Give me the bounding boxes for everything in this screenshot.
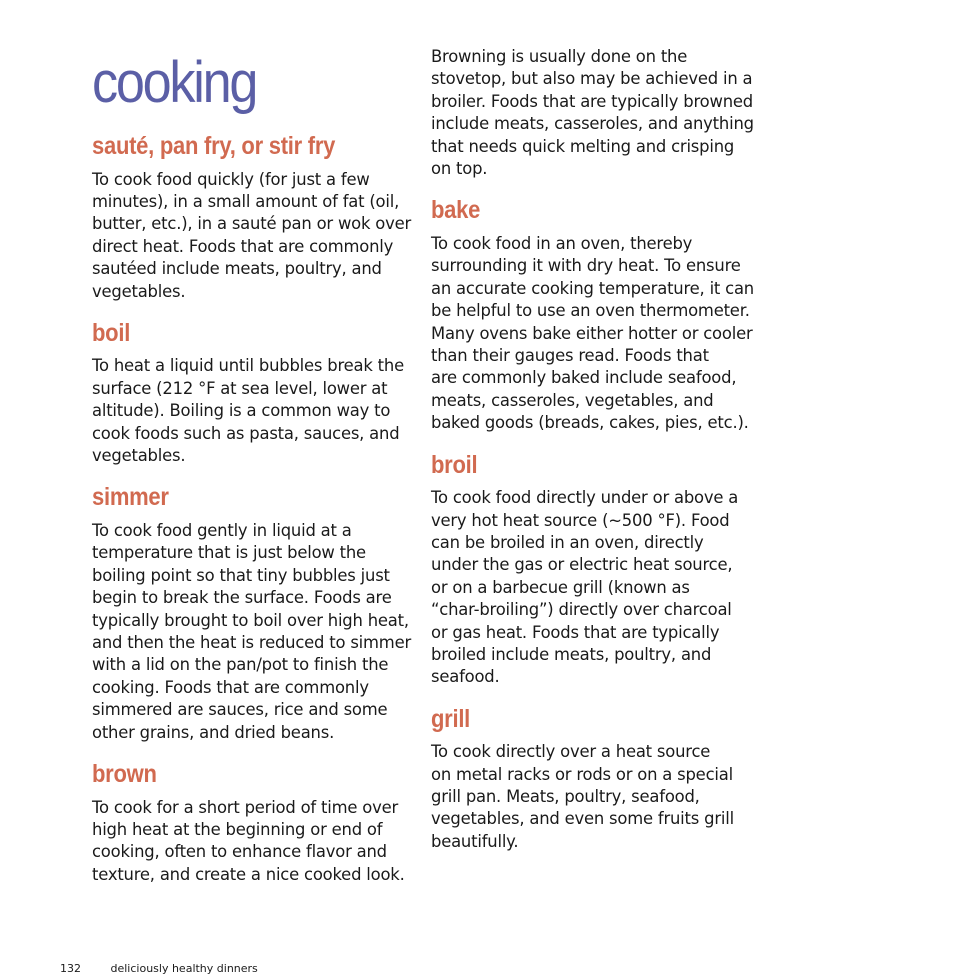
section-simmer <box>92 481 417 744</box>
page-title: cooking <box>92 50 257 115</box>
section-brown <box>92 758 417 886</box>
section-heading: broil <box>431 450 478 479</box>
section-heading: simmer <box>92 483 169 512</box>
section-text: To cook food quickly (for just a few minutes), in a small amount of fat (oil, butter, etc.), in a sauté pan or wok over direct heat. Foods that are commonly sautéed include meats, poultry, and vegetables. <box>92 169 412 301</box>
section-text: To cook food in an oven, thereby surrounding it with dry heat. To ensure an accurate cooking temperature, it can be helpful to use an oven thermometer. Many ovens bake either hotter or cooler than their gauges read. Foods that are commonly baked include seafood, meats, casseroles, vegetables, and baked goods (breads, cakes, pies, etc.). <box>431 233 754 433</box>
section-text: To cook for a short period of time over high heat at the beginning or end of cooking, often to enhance flavor and texture, and create a nice cooked look. <box>92 797 405 884</box>
brown-continued-text: Browning is usually done on the stovetop, but also may be achieved in a broiler. Foods that are typically browned include meats, casseroles, and anything that needs quick melting and crisping on top. <box>431 47 754 179</box>
section-text: To cook food directly under or above a very hot heat source (~500 °F). Food can be broiled in an oven, directly under the gas or electric heat source, or on a barbecue grill (known as “char-broiling”) directly over charcoal or gas heat. Foods that are typically broiled include meats, poultry, and seafood. <box>431 488 739 687</box>
section-broil <box>431 449 761 689</box>
section-heading: sauté, pan fry, or stir fry <box>92 132 336 160</box>
section-bake <box>431 194 761 434</box>
section-grill <box>431 703 761 854</box>
section-heading: brown <box>92 760 157 789</box>
right-column <box>431 46 761 867</box>
section-boil <box>92 317 417 468</box>
left-column <box>92 130 417 900</box>
section-text: To cook food gently in liquid at a temperature that is just below the boiling point so that tiny bubbles just begin to break the surface. Foods are typically brought to boil over high heat, and then the heat is reduced to simmer with a lid on the pan/pot to finish the cooking. Foods that are commonly simmered are sauces, rice and some other grains, and dried beans. <box>92 520 411 742</box>
section-heading: grill <box>431 704 471 733</box>
book-title: deliciously healthy dinners <box>110 962 258 975</box>
section-saute <box>92 130 417 303</box>
page-number: 132 <box>60 962 81 975</box>
section-text: To cook directly over a heat source on metal racks or rods or on a special grill pan. Meats, poultry, seafood, vegetables, and even some fruits grill beautifully. <box>431 742 734 851</box>
section-text: To heat a liquid until bubbles break the surface (212 °F at sea level, lower at altitude). Boiling is a common way to cook foods such as pasta, sauces, and vegetables. <box>92 356 404 466</box>
section-heading: boil <box>92 318 131 347</box>
section-heading: bake <box>431 196 481 225</box>
page-footer <box>60 962 258 975</box>
